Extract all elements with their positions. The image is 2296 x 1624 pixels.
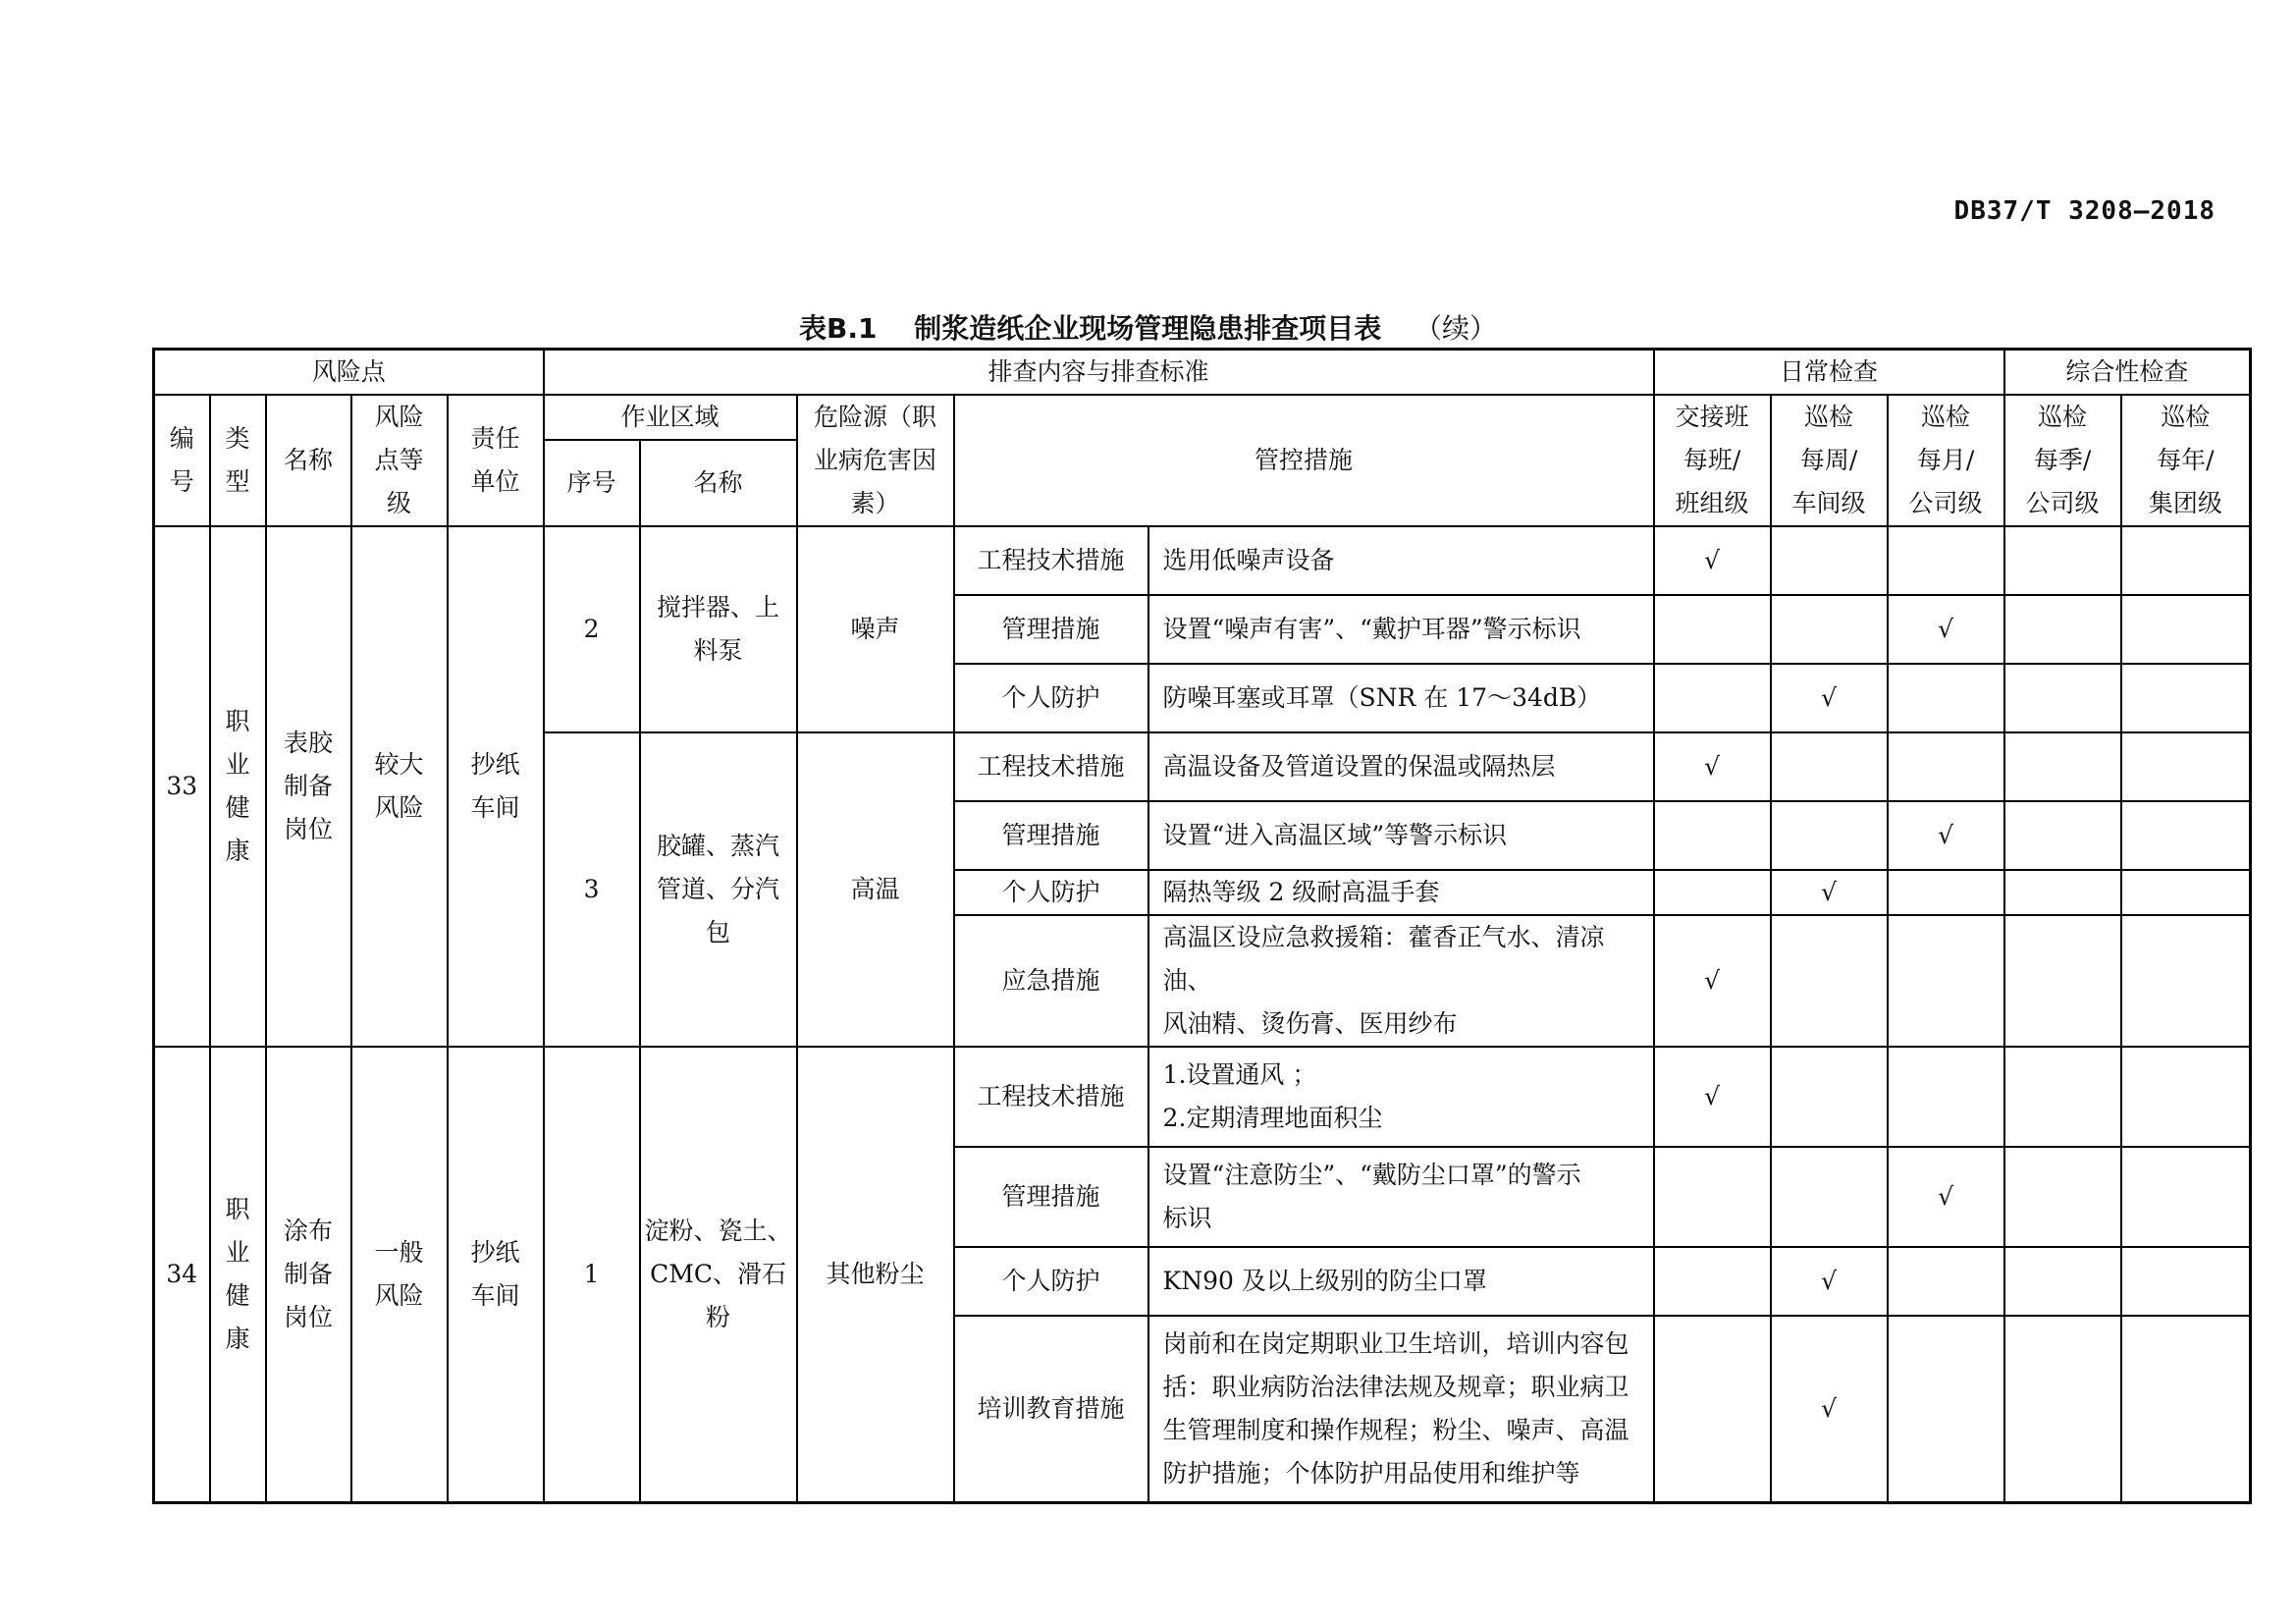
area-name — [640, 526, 797, 732]
header-hazard-line: 素） — [850, 489, 900, 517]
measure-text-line: 防噪耳塞或耳罩（SNR 在 17～34dB） — [1162, 683, 1602, 712]
check-cell — [1888, 732, 2004, 801]
area-name-line: CMC、滑石粉 — [650, 1260, 786, 1331]
area-name-line: 包 — [706, 918, 731, 947]
header-freq-0-line: 班组级 — [1675, 489, 1749, 517]
header-freq-3-line: 每季/ — [2033, 446, 2092, 474]
area-name — [640, 732, 797, 1047]
row-type-line: 健 — [225, 1281, 250, 1310]
row-name — [266, 526, 351, 1047]
row-unit-line: 抄纸 — [470, 1238, 520, 1267]
header-unit-line: 责任 — [470, 424, 520, 453]
document-code: DB37/T 3208—2018 — [1953, 196, 2216, 226]
row-level — [351, 526, 448, 1047]
header-level-line: 级 — [386, 489, 411, 517]
check-cell — [1771, 915, 1888, 1047]
header-freq-2-line: 巡检 — [1921, 403, 1971, 431]
header-hazard-line: 业病危害因 — [814, 446, 937, 474]
row-unit — [448, 1047, 544, 1503]
row-unit-line: 车间 — [470, 793, 520, 822]
row-name — [266, 1047, 351, 1503]
row-type-line: 康 — [225, 837, 250, 865]
check-cell — [1654, 664, 1771, 732]
area-name-line: 料泵 — [693, 636, 743, 665]
area-seq: 3 — [544, 732, 640, 1047]
header-hazard-line: 危险源（职 — [814, 403, 937, 431]
measure-type: 管理措施 — [954, 1147, 1148, 1247]
check-mark: √ — [1654, 526, 1771, 595]
check-mark: √ — [1654, 1047, 1771, 1147]
header-seq: 序号 — [544, 440, 640, 526]
check-cell — [2121, 1047, 2251, 1147]
measure-type: 工程技术措施 — [954, 1047, 1148, 1147]
header-freq-1-line: 车间级 — [1791, 489, 1866, 517]
header-freq-1-line: 每周/ — [1799, 446, 1858, 474]
header-work-area: 作业区域 — [544, 395, 797, 440]
measure-text — [1148, 915, 1654, 1047]
measure-text — [1148, 1047, 1654, 1147]
area-hazard: 高温 — [797, 732, 954, 1047]
header-freq-0-line: 交接班 — [1675, 403, 1749, 431]
header-daily-check: 日常检查 — [1654, 350, 2004, 396]
row-type-line: 职 — [225, 1195, 250, 1223]
measure-type: 工程技术措施 — [954, 526, 1148, 595]
check-mark: √ — [1771, 1247, 1888, 1316]
header-level-line: 点等 — [374, 446, 424, 474]
row-name-line: 岗位 — [283, 1303, 333, 1331]
header-check-content: 排查内容与排查标准 — [544, 350, 1654, 396]
area-seq: 1 — [544, 1047, 640, 1503]
measure-text-line: 隔热等级 2 级耐高温手套 — [1162, 878, 1440, 906]
check-mark: √ — [1771, 664, 1888, 732]
check-cell — [2004, 1316, 2121, 1503]
area-seq: 2 — [544, 526, 640, 732]
measure-text — [1148, 1247, 1654, 1316]
measure-text-line: 生管理制度和操作规程；粉尘、噪声、高温 — [1162, 1416, 1629, 1444]
check-cell — [2121, 801, 2251, 870]
measure-type: 管理措施 — [954, 801, 1148, 870]
check-cell — [2004, 1047, 2121, 1147]
row-name-line: 表胶 — [283, 729, 333, 757]
check-cell — [1888, 526, 2004, 595]
header-freq-4-line: 每年/ — [2157, 446, 2215, 474]
header-freq-2-line: 公司级 — [1908, 489, 1983, 517]
header-type-line: 型 — [225, 467, 250, 496]
measure-text-line: 防护措施；个体防护用品使用和维护等 — [1162, 1459, 1580, 1488]
measure-type: 个人防护 — [954, 664, 1148, 732]
measure-text-line: 标识 — [1162, 1204, 1212, 1232]
check-cell — [2004, 870, 2121, 915]
measure-type: 应急措施 — [954, 915, 1148, 1047]
check-mark: √ — [1771, 870, 1888, 915]
measure-text-line: 括：职业病防治法律法规及规章；职业病卫 — [1162, 1373, 1629, 1401]
row-name-line: 制备 — [283, 772, 333, 800]
row-level-line: 风险 — [374, 793, 424, 822]
table-row — [154, 526, 2251, 595]
hazard-table — [152, 348, 2252, 1504]
check-cell — [2004, 1147, 2121, 1247]
check-cell — [1654, 1147, 1771, 1247]
row-level-line: 一般 — [374, 1238, 424, 1267]
row-type — [210, 1047, 266, 1503]
header-freq-4-line: 巡检 — [2161, 403, 2211, 431]
area-hazard: 噪声 — [797, 526, 954, 732]
header-freq-2 — [1888, 395, 2004, 526]
measure-text — [1148, 595, 1654, 664]
row-unit — [448, 526, 544, 1047]
row-type — [210, 526, 266, 1047]
table-caption — [0, 307, 2296, 347]
check-cell — [2004, 595, 2121, 664]
header-area-name: 名称 — [640, 440, 797, 526]
check-cell — [2121, 915, 2251, 1047]
caption-label: 表B.1 — [799, 312, 878, 345]
header-risk-point: 风险点 — [154, 350, 544, 396]
header-comp-check: 综合性检查 — [2004, 350, 2251, 396]
check-cell — [2121, 1147, 2251, 1247]
measure-text-line: 风油精、烫伤膏、医用纱布 — [1162, 1009, 1458, 1038]
header-no-line: 编 — [169, 424, 194, 453]
row-level-line: 风险 — [374, 1281, 424, 1310]
measure-type: 个人防护 — [954, 1247, 1148, 1316]
measure-text — [1148, 801, 1654, 870]
header-no-line: 号 — [169, 467, 194, 496]
check-mark: √ — [1771, 1316, 1888, 1503]
check-cell — [2121, 595, 2251, 664]
header-freq-3-line: 巡检 — [2038, 403, 2088, 431]
row-level — [351, 1047, 448, 1503]
header-freq-0-line: 每班/ — [1682, 446, 1741, 474]
header-freq-3-line: 公司级 — [2025, 489, 2100, 517]
check-mark: √ — [1654, 732, 1771, 801]
row-type-line: 康 — [225, 1325, 250, 1353]
check-cell — [2121, 1316, 2251, 1503]
measure-text-line: KN90 及以上级别的防尘口罩 — [1162, 1267, 1487, 1295]
check-cell — [1888, 1247, 2004, 1316]
check-cell — [1771, 801, 1888, 870]
check-cell — [2004, 664, 2121, 732]
check-cell — [1654, 595, 1771, 664]
measure-type: 个人防护 — [954, 870, 1148, 915]
check-mark: √ — [1654, 915, 1771, 1047]
check-cell — [1654, 801, 1771, 870]
header-unit — [448, 395, 544, 526]
measure-text-line: 设置“进入高温区域”等警示标识 — [1162, 821, 1508, 849]
header-type — [210, 395, 266, 526]
header-freq-0 — [1654, 395, 1771, 526]
check-cell — [1888, 664, 2004, 732]
row-name-line: 制备 — [283, 1260, 333, 1288]
area-name-line: 管道、分汽 — [657, 875, 780, 903]
check-cell — [1771, 526, 1888, 595]
area-name-line: 淀粉、瓷土、 — [644, 1217, 792, 1245]
check-cell — [2004, 526, 2121, 595]
check-cell — [2004, 801, 2121, 870]
check-cell — [2004, 915, 2121, 1047]
header-unit-line: 单位 — [470, 467, 520, 496]
check-cell — [2121, 664, 2251, 732]
header-freq-4-line: 集团级 — [2148, 489, 2222, 517]
header-type-line: 类 — [225, 424, 250, 453]
row-level-line: 较大 — [374, 750, 424, 779]
measure-type: 培训教育措施 — [954, 1316, 1148, 1503]
row-type-line: 健 — [225, 793, 250, 822]
measure-text — [1148, 1316, 1654, 1503]
header-control: 管控措施 — [954, 395, 1654, 526]
check-mark: √ — [1888, 595, 2004, 664]
header-hazard — [797, 395, 954, 526]
area-name-line: 胶罐、蒸汽 — [657, 832, 780, 860]
measure-text-line: 岗前和在岗定期职业卫生培训，培训内容包 — [1162, 1329, 1629, 1358]
measure-text — [1148, 732, 1654, 801]
measure-text-line: 选用低噪声设备 — [1162, 546, 1335, 574]
check-cell — [1654, 870, 1771, 915]
measure-text-line: 2.定期清理地面积尘 — [1162, 1104, 1383, 1132]
header-freq-3 — [2004, 395, 2121, 526]
caption-continued: （续） — [1414, 312, 1497, 345]
check-mark: √ — [1888, 1147, 2004, 1247]
header-freq-2-line: 每月/ — [1916, 446, 1975, 474]
measure-text — [1148, 870, 1654, 915]
header-no — [154, 395, 210, 526]
row-unit-line: 抄纸 — [470, 750, 520, 779]
measure-type: 工程技术措施 — [954, 732, 1148, 801]
measure-text — [1148, 1147, 1654, 1247]
row-type-line: 业 — [225, 750, 250, 779]
row-no: 33 — [154, 526, 210, 1047]
area-hazard: 其他粉尘 — [797, 1047, 954, 1503]
check-cell — [2121, 526, 2251, 595]
check-mark: √ — [1888, 801, 2004, 870]
area-name — [640, 1047, 797, 1503]
header-freq-4 — [2121, 395, 2251, 526]
header-row-1 — [154, 350, 2251, 396]
row-no: 34 — [154, 1047, 210, 1503]
measure-text-line: 高温设备及管道设置的保温或隔热层 — [1162, 752, 1556, 781]
check-cell — [1771, 1147, 1888, 1247]
check-cell — [1654, 1316, 1771, 1503]
row-unit-line: 车间 — [470, 1281, 520, 1310]
measure-text-line: 高温区设应急救援箱：藿香正气水、清凉油、 — [1162, 923, 1605, 995]
table-row — [154, 1047, 2251, 1147]
check-cell — [2121, 1247, 2251, 1316]
row-name-line: 涂布 — [283, 1217, 333, 1245]
header-level — [351, 395, 448, 526]
check-cell — [2121, 870, 2251, 915]
header-freq-1-line: 巡检 — [1804, 403, 1854, 431]
check-cell — [2004, 732, 2121, 801]
measure-text-line: 设置“噪声有害”、“戴护耳器”警示标识 — [1162, 615, 1581, 643]
check-cell — [1888, 1316, 2004, 1503]
check-cell — [1888, 1047, 2004, 1147]
check-cell — [1888, 915, 2004, 1047]
check-cell — [2121, 732, 2251, 801]
check-cell — [1888, 870, 2004, 915]
row-type-line: 业 — [225, 1238, 250, 1267]
header-level-line: 风险 — [374, 403, 424, 431]
measure-text — [1148, 664, 1654, 732]
measure-type: 管理措施 — [954, 595, 1148, 664]
measure-text-line: 设置“注意防尘”、“戴防尘口罩”的警示 — [1162, 1161, 1581, 1189]
measure-text-line: 1.设置通风 ； — [1162, 1060, 1317, 1089]
row-name-line: 岗位 — [283, 815, 333, 843]
check-cell — [1771, 595, 1888, 664]
check-cell — [2004, 1247, 2121, 1316]
header-row-2 — [154, 395, 2251, 440]
check-cell — [1771, 732, 1888, 801]
check-cell — [1771, 1047, 1888, 1147]
measure-text — [1148, 526, 1654, 595]
caption-title: 制浆造纸企业现场管理隐患排查项目表 — [914, 312, 1382, 345]
area-name-line: 搅拌器、上 — [657, 593, 780, 622]
row-type-line: 职 — [225, 707, 250, 735]
header-freq-1 — [1771, 395, 1888, 526]
check-cell — [1654, 1247, 1771, 1316]
header-name: 名称 — [266, 395, 351, 526]
